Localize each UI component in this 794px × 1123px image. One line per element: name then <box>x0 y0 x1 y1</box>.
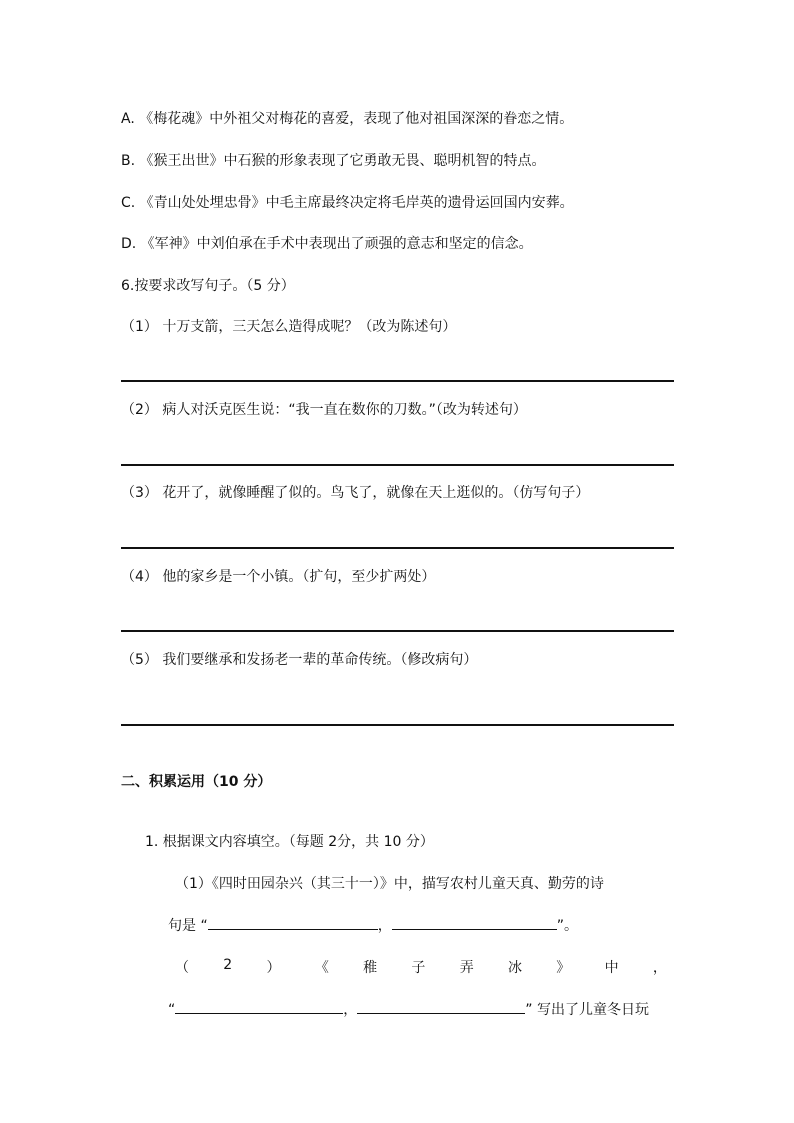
option-a: A. 《梅花魂》中外祖父对梅花的喜爱，表现了他对祖国深深的眷恋之情。 <box>121 111 574 127</box>
spread-char: 弄 <box>459 960 474 976</box>
spread-char: 冰 <box>508 960 522 976</box>
spread-char: ） <box>266 960 281 976</box>
answer-line-4[interactable] <box>121 630 674 632</box>
spread-char: 2 <box>223 957 233 973</box>
fill-in-part-2-intro <box>175 957 667 977</box>
option-c: C. 《青山处处埋忠骨》中毛主席最终决定将毛岸英的遗骨运回国内安葬。 <box>121 195 574 211</box>
question-6-item-4: （4） 他的家乡是一个小镇。（扩句，至少扩两处） <box>121 569 436 585</box>
fill-in-part-1-answer-row <box>168 915 578 935</box>
blank-1[interactable] <box>208 915 378 930</box>
question-6-item-1: （1） 十万支箭，三天怎么造得成呢？（改为陈述句） <box>121 319 457 335</box>
spread-char: （ <box>175 960 189 976</box>
question-6-title: 6.按要求改写句子。（5 分） <box>121 278 295 294</box>
fill-in-part-1-intro: （1）《四时田园杂兴（其三十一）》中，描写农村儿童天真、勤劳的诗 <box>175 876 604 892</box>
comma: ， <box>343 1002 358 1018</box>
answer-line-5[interactable] <box>121 724 674 726</box>
open-quote: 句是 “ <box>168 918 208 934</box>
question-6-item-2: （2） 病人对沃克医生说：“我一直在数你的刀数。”（改为转述句） <box>121 402 527 418</box>
option-d: D. 《军神》中刘伯承在手术中表现出了顽强的意志和坚定的信念。 <box>121 236 533 252</box>
fill-in-question-title: 1. 根据课文内容填空。（每题 2分，共 10 分） <box>145 834 434 850</box>
spread-char: 稚 <box>363 960 378 976</box>
spread-char: 中 <box>604 960 619 976</box>
question-6-item-3: （3） 花开了，就像睡醒了似的。鸟飞了，就像在天上逛似的。（仿写句子） <box>121 485 590 501</box>
question-6-item-5: （5） 我们要继承和发扬老一辈的革命传统。（修改病句） <box>121 652 478 668</box>
section-2-heading: 二、积累运用（10 分） <box>121 774 272 790</box>
spread-char: 《 <box>314 960 329 976</box>
spread-char: 》 <box>556 960 571 976</box>
answer-line-1[interactable] <box>121 380 674 382</box>
blank-2[interactable] <box>392 915 557 930</box>
answer-line-3[interactable] <box>121 547 674 549</box>
blank-3[interactable] <box>175 999 343 1014</box>
fill-in-part-2-answer-row <box>168 999 649 1019</box>
answer-line-2[interactable] <box>121 464 674 466</box>
blank-4[interactable] <box>357 999 525 1014</box>
open-quote: “ <box>168 1002 176 1018</box>
spread-char: 子 <box>411 960 426 976</box>
option-b: B. 《猴王出世》中石猴的形象表现了它勇敢无畏、聪明机智的特点。 <box>121 153 546 169</box>
spread-char: ， <box>652 960 667 976</box>
close-quote: ”。 <box>556 918 578 934</box>
close-quote-continuation: ” 写出了儿童冬日玩 <box>525 1002 649 1018</box>
comma: ， <box>377 918 392 934</box>
